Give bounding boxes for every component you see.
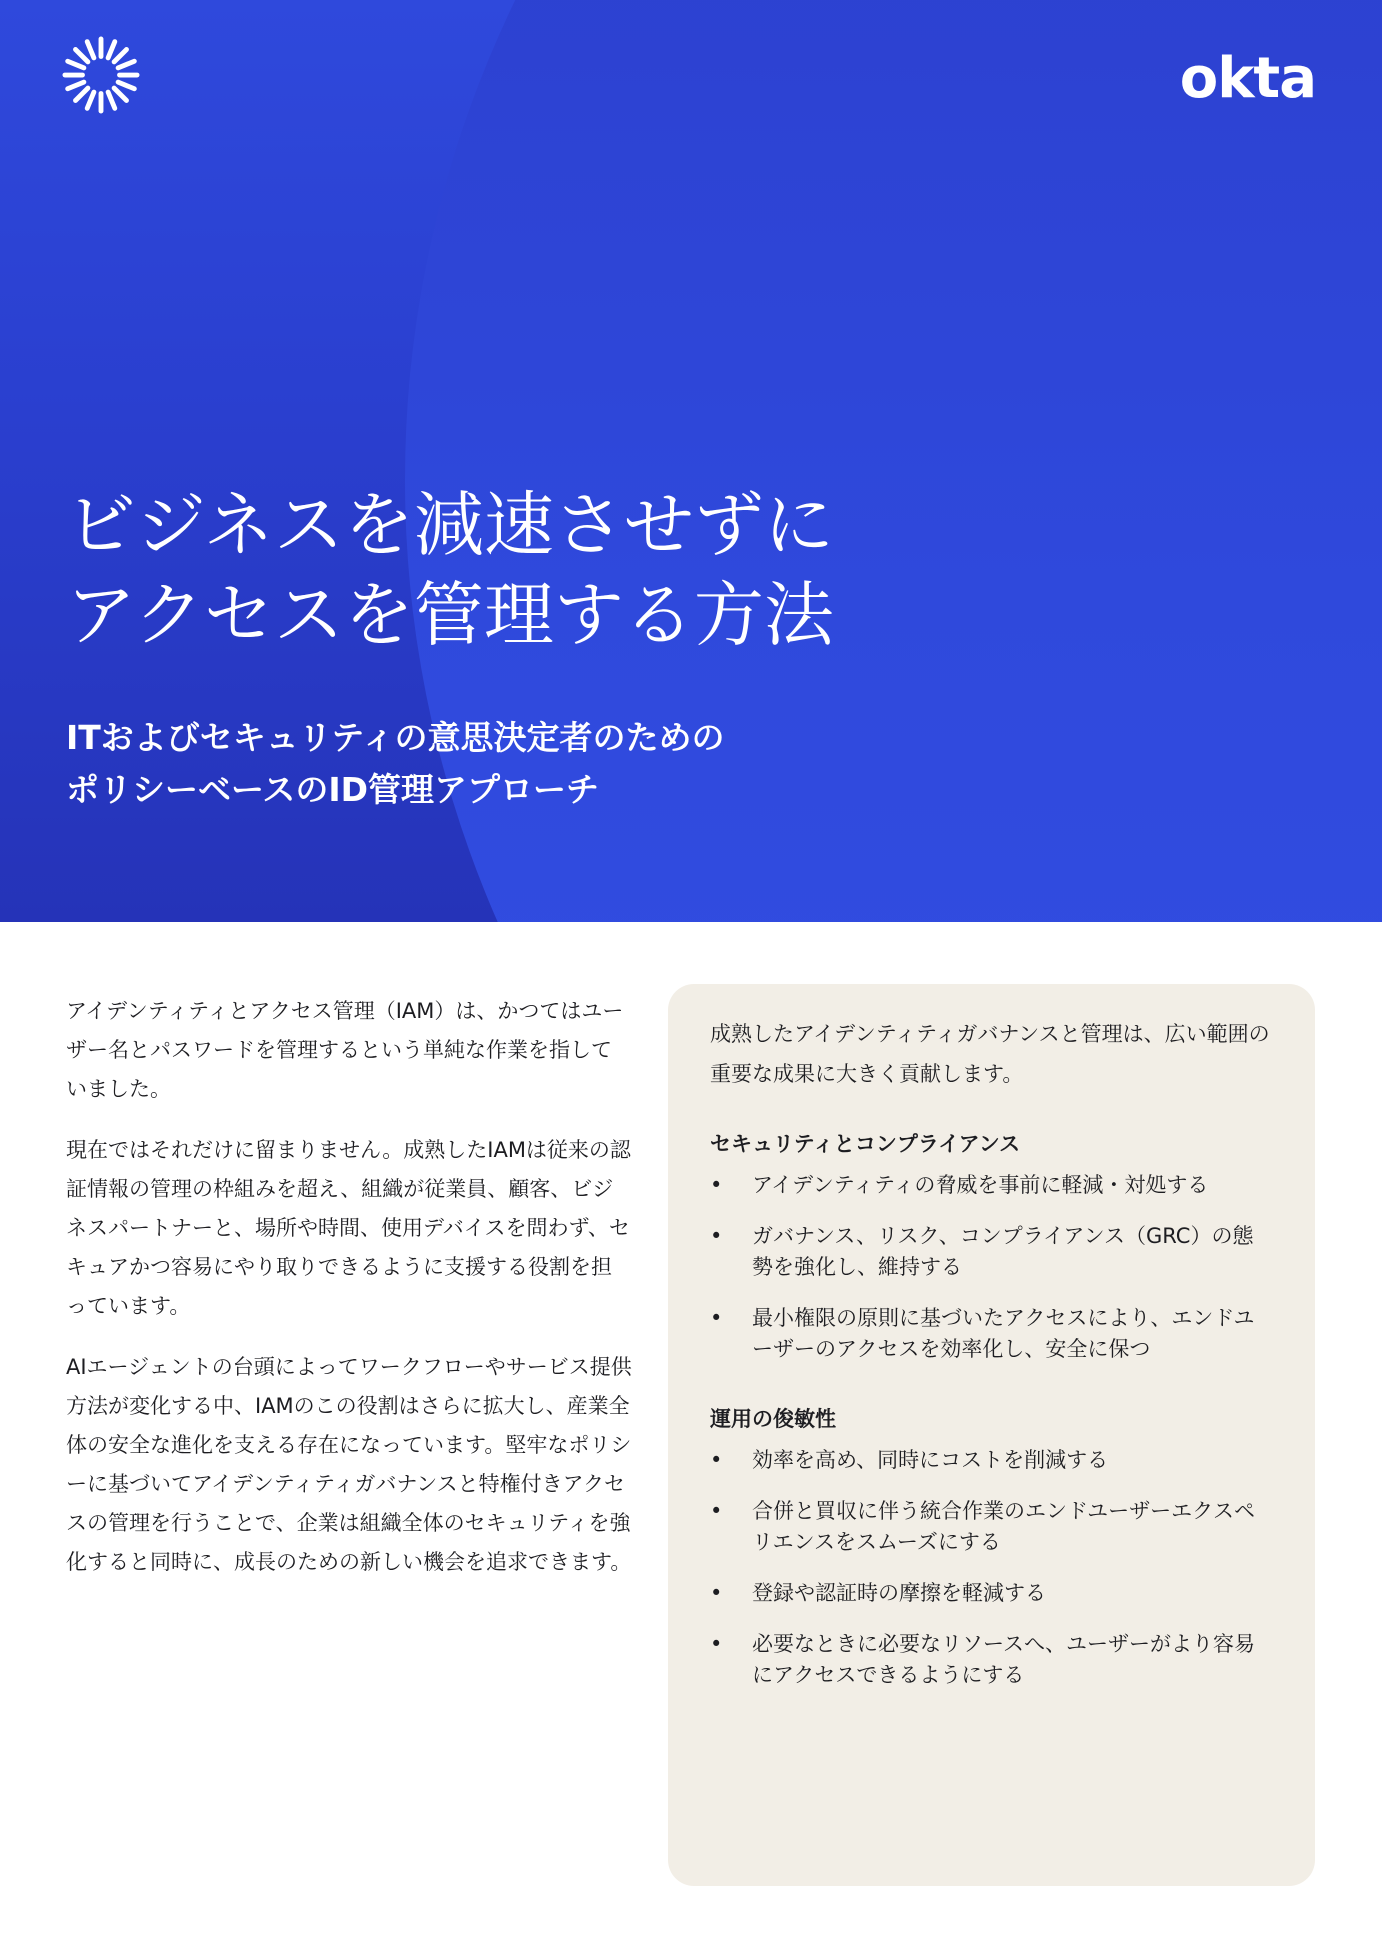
okta-logo: okta: [1179, 46, 1316, 111]
list-item: • 合併と買収に伴う統合作業のエンドユーザーエクスペリエンスをスムーズにする: [710, 1496, 1273, 1558]
logo-ray: [118, 82, 134, 89]
body-paragraph: 現在ではそれだけに留まりません。成熟したIAMは従来の認証情報の管理の枠組みを超え、組織が従業員、顧客、ビジネスパートナーと、場所や時間、使用デバイスを問わず、セキュアかつ容易にやり取りできるように支援する役割を担っています。: [66, 1138, 631, 1318]
list-item: • 効率を高め、同時にコストを削減する: [710, 1445, 1273, 1476]
list-item: • 必要なときに必要なリソースへ、ユーザーがより容易にアクセスできるようにする: [710, 1629, 1273, 1691]
list-item: • 最小権限の原則に基づいたアクセスにより、エンドユーザーのアクセスを効率化し、安全に保つ: [710, 1303, 1273, 1365]
intro-text-column: [66, 992, 632, 1604]
logo-ray: [87, 42, 94, 58]
logo-ray: [87, 92, 94, 108]
body-paragraph: アイデンティティとアクセス管理（IAM）は、かつてはユーザー名とパスワードを管理するという単純な作業を指していました。: [66, 999, 624, 1101]
subtitle-line: ポリシーベースのID管理アプローチ: [66, 770, 600, 809]
section-heading-agility: 運用の俊敏性: [710, 1407, 836, 1431]
logo-ray: [118, 61, 134, 68]
logo-ray: [68, 61, 84, 68]
logo-ray: [114, 49, 126, 61]
outcomes-panel: [668, 984, 1315, 1886]
logo-ray: [108, 42, 115, 58]
logo-ray: [114, 88, 126, 100]
list-item: • ガバナンス、リスク、コンプライアンス（GRC）の態勢を強化し、維持する: [710, 1221, 1273, 1283]
body-paragraph: AIエージェントの台頭によってワークフローやサービス提供方法が変化する中、IAMのこの役割はさらに拡大し、産業全体の安全な進化を支える存在になっています。堅牢なポリシーに基づいてアイデンティティガバナンスと特権付きアクセスの管理を行うことで、企業は組織全体のセキュリティを強化すると同時に、成長のための新しい機会を追求できます。: [66, 1355, 632, 1574]
title-line: ビジネスを減速させずに: [66, 484, 834, 566]
section-heading-security: セキュリティとコンプライアンス: [710, 1132, 1021, 1156]
logo-ray: [68, 82, 84, 89]
logo-ray: [108, 92, 115, 108]
subtitle-line: ITおよびセキュリティの意思決定者のための: [66, 718, 725, 757]
panel-intro: 成熟したアイデンティティガバナンスと管理は、広い範囲の重要な成果に大きく貢献します。: [710, 1022, 1270, 1086]
page-title: [66, 480, 834, 660]
page-subtitle: [66, 712, 725, 816]
hero-banner: [0, 0, 1382, 922]
title-line: アクセスを管理する方法: [66, 574, 834, 656]
security-list: [710, 1170, 1273, 1365]
agility-list: [710, 1445, 1273, 1691]
list-item: • 登録や認証時の摩擦を軽減する: [710, 1578, 1273, 1609]
sunburst-logo-icon: [62, 36, 140, 114]
logo-ray: [75, 88, 87, 100]
logo-ray: [75, 49, 87, 61]
list-item: • アイデンティティの脅威を事前に軽減・対処する: [710, 1170, 1273, 1201]
